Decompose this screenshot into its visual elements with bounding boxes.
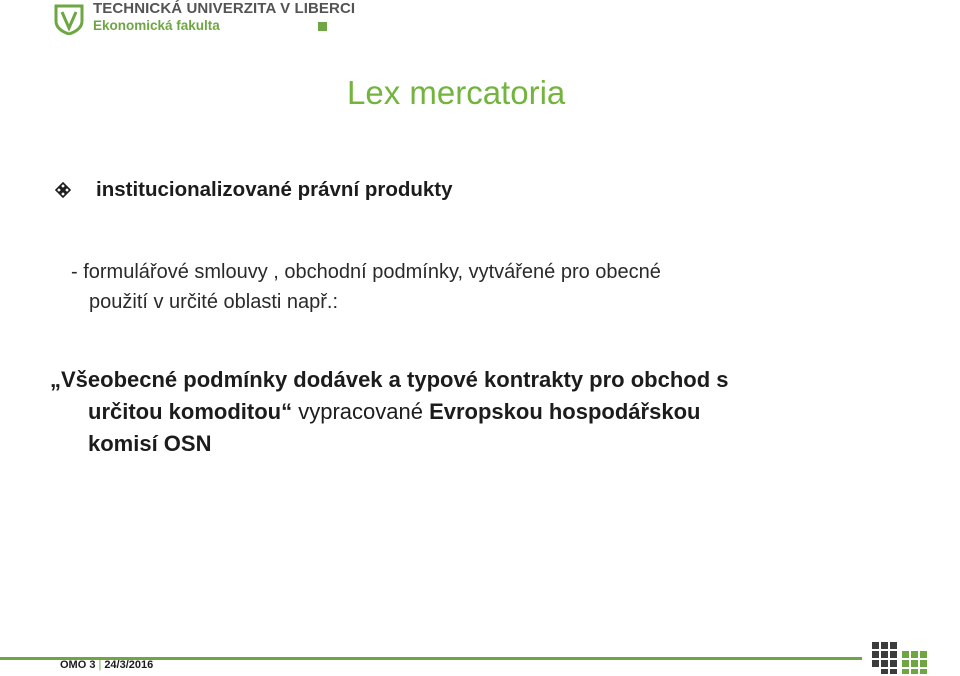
quote-bold-commission: Evropskou hospodářskou <box>429 399 701 424</box>
bullet-heading: institucionalizované právní produkty <box>96 178 453 201</box>
quote-normal-text: vypracované <box>292 399 430 424</box>
faculty-name: Ekonomická fakulta <box>93 18 220 33</box>
quote-block <box>50 364 910 460</box>
diamond-bullet-icon <box>55 182 71 198</box>
quote-line-2 <box>50 396 910 428</box>
quote-bold-commodity: určitou komoditou“ <box>88 399 293 424</box>
tul-grid-logo-icon <box>872 640 932 674</box>
footer-separator: | <box>98 659 102 671</box>
footer-course: OMO 3 <box>60 659 96 671</box>
quote-line-1: „Všeobecné podmínky dodávek a typové kontrakty pro obchod s <box>50 367 729 392</box>
header-square-icon <box>318 22 327 31</box>
footer-date: 24/3/2016 <box>104 659 154 671</box>
slide-title: Lex mercatoria <box>347 74 566 111</box>
paragraph-line-1: - formulářové smlouvy , obchodní podmínky, vytvářené pro obecné <box>71 261 661 283</box>
tul-logo-icon <box>53 3 85 35</box>
paragraph-line-2: použití v určité oblasti např.: <box>89 291 339 313</box>
description-paragraph <box>71 257 891 317</box>
university-name: TECHNICKÁ UNIVERZITA V LIBERCI <box>93 0 356 17</box>
quote-line-3: komisí OSN <box>88 431 212 456</box>
footer-info <box>60 659 153 671</box>
